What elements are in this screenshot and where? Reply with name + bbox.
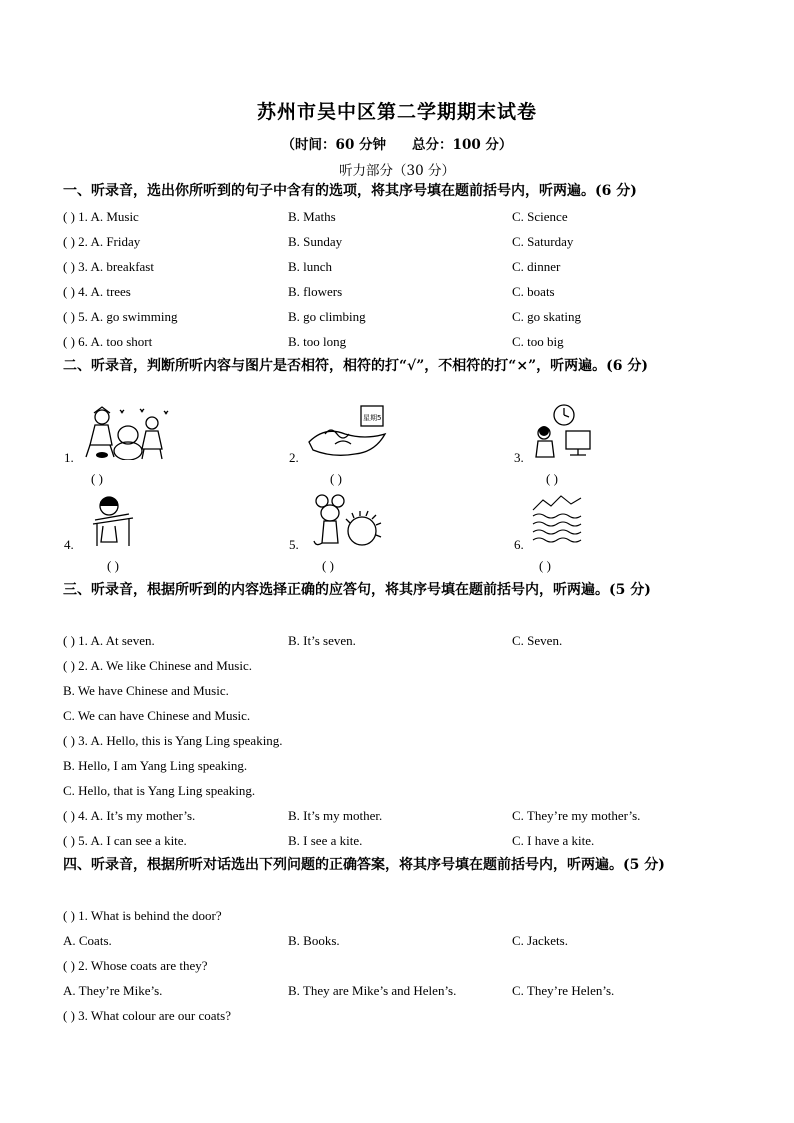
picture-number: 4.: [64, 537, 74, 552]
mouse-hedgehog-picture: [312, 491, 382, 551]
sunday-calendar-picture: [305, 404, 389, 462]
exam-time: （时间：60 分钟: [281, 137, 387, 153]
question-row: ( ) 1. What is behind the door?: [63, 908, 222, 923]
children-snow-picture: [80, 405, 170, 460]
section-4-heading: 四、听录音，根据所听对话选出下列问题的正确答案，将其序号填在题前括号内，听两遍。(5 分): [63, 857, 665, 873]
part-heading: 听力部分（30 分）: [339, 163, 455, 179]
clock-computer-picture: [530, 403, 596, 461]
question-row: ( ) 4. A. trees B. flowers C. boats: [63, 284, 555, 299]
question-row: ( ) 2. A. Friday B. Sunday C. Saturday: [63, 234, 574, 249]
exam-score: 总分：100 分）: [412, 137, 513, 153]
question-row: ( ) 3. A. Hello, this is Yang Ling speaking.: [63, 733, 283, 748]
question-row: A. Coats. B. Books. C. Jackets.: [63, 933, 568, 948]
section-3-heading: 三、听录音，根据所听到的内容选择正确的应答句，将其序号填在题前括号内，听两遍。(5 分): [63, 582, 651, 598]
question-row: ( ) 5. A. go swimming B. go climbing C. go skating: [63, 309, 581, 324]
question-row: ( ) 1. A. At seven. B. It’s seven. C. Seven.: [63, 633, 563, 648]
exam-info: [0, 133, 794, 153]
river-mountain-picture: [531, 492, 583, 548]
question-row: B. We have Chinese and Music.: [63, 683, 229, 698]
question-row: ( ) 2. Whose coats are they?: [63, 958, 208, 973]
section-1-heading: 一、听录音，选出你所听到的句子中含有的选项，将其序号填在题前括号内，听两遍。(6 分): [63, 183, 637, 199]
picture-number: 5.: [289, 537, 299, 552]
question-row: ( ) 3. A. breakfast B. lunch C. dinner: [63, 259, 561, 274]
picture-number: 3.: [514, 450, 524, 465]
question-row: C. Hello, that is Yang Ling speaking.: [63, 783, 256, 798]
question-row: C. We can have Chinese and Music.: [63, 708, 251, 723]
picture-number: 2.: [289, 450, 299, 465]
question-row: ( ) 4. A. It’s my mother’s. B. It’s my mother. C. They’re my mother’s.: [63, 808, 641, 823]
answer-paren: ( ): [546, 471, 558, 486]
question-row: ( ) 5. A. I can see a kite. B. I see a kite. C. I have a kite.: [63, 833, 595, 848]
answer-paren: ( ): [330, 471, 342, 486]
question-row: B. Hello, I am Yang Ling speaking.: [63, 758, 248, 773]
picture-number: 1.: [64, 450, 74, 465]
page-title: 苏州市吴中区第二学期期末试卷: [256, 101, 537, 123]
student-desk-picture: [87, 492, 139, 550]
picture-number: 6.: [514, 537, 524, 552]
question-row: ( ) 6. A. too short B. too long C. too big: [63, 334, 564, 349]
calendar-label: 星期5: [363, 414, 382, 422]
section-2-heading: 二、听录音，判断所听内容与图片是否相符，相符的打“√”，不相符的打“×”，听两遍。(6 分): [63, 358, 649, 374]
answer-paren: ( ): [91, 471, 103, 486]
question-row: ( ) 3. What colour are our coats?: [63, 1008, 231, 1023]
answer-paren: ( ): [539, 558, 551, 573]
question-row: ( ) 1. A. Music B. Maths C. Science: [63, 209, 568, 224]
question-row: A. They’re Mike’s. B. They are Mike’s and Helen’s. C. They’re Helen’s.: [63, 983, 615, 998]
question-row: ( ) 2. A. We like Chinese and Music.: [63, 658, 252, 673]
answer-paren: ( ): [322, 558, 334, 573]
answer-paren: ( ): [107, 558, 119, 573]
